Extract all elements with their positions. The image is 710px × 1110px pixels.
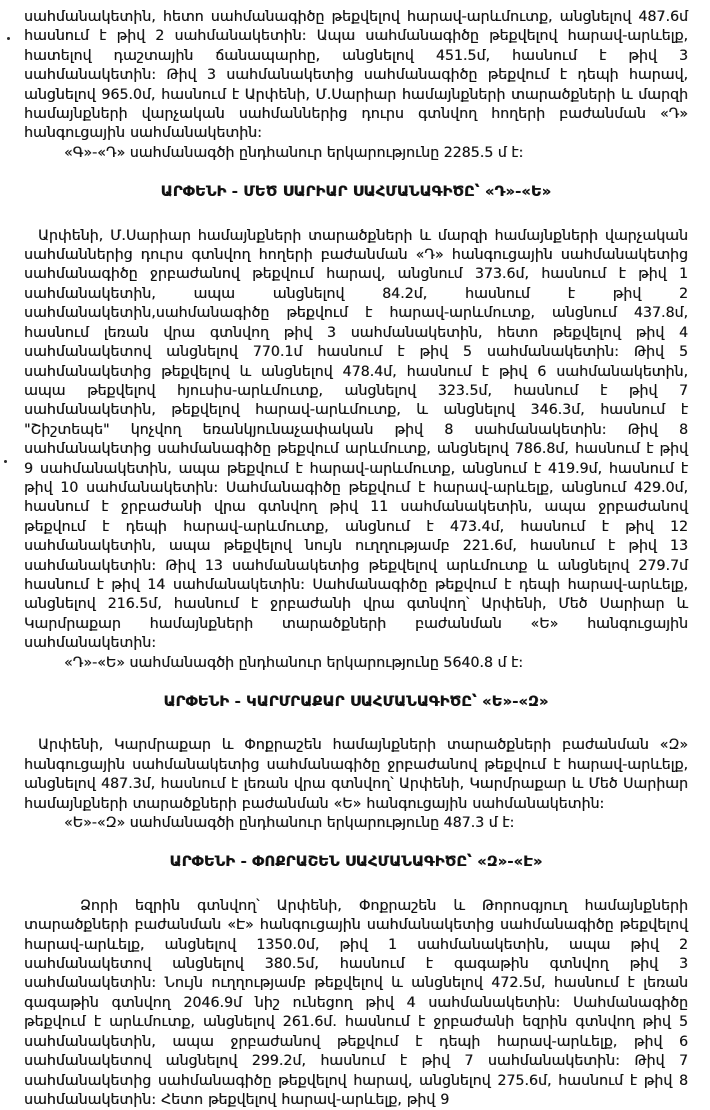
scan-speck [4,460,7,463]
total-length-line-g-d: «Գ»-«Դ» սահմանագծի ընդհանուր երկարությունը 2285.5 մ է: [64,144,524,161]
total-length-line-e-z: «Ե»-«Զ» սահմանագծի ընդհանուր երկարությունը 487.3 մ է: [64,815,515,832]
scan-speck [7,37,10,40]
paragraph-boundary-z-e: Ձորի եզրին գտնվող՝ Արփենի, Փոքրաշեն և Թորոսգյուղ համայնքների տարածքների բաժանման «Է» հանգուցային սահմանակետից սահմանագիծը թեքվելով հարավ-արևելք, անցնելով 1350.0մ, թիվ 1 սահմանակետին, ապա թիվ 2 սահմանակետով անցնելով 380.5մ, հասնում է գագաթին գտնվող թիվ 3 սահմանակետին: Նույն ուղղությամբ թեքվելով և անցնելով 472.5մ, հասնում է լեռան գագաթին գտնվող 2046.9մ նիշ ունեցող թիվ 4 սահմանակետին: Սահմանագիծը թեքվում է արևմուտք, անցնելով 261.6մ. հասնում է ջրբաժանի եզրին գտնվող թիվ 5 սահմանակետին, ապա ջրբաժանով թեքվում է դեպի հարավ-արևելք, թիվ 6 սահմանակետով անցնելով 299.2մ, հասնում է թիվ 7 սահմանակետին: Թիվ 7 սահմանակետից սահմանագիծը թեքվելով հարավ, անցնելով 275.6մ, հասնում է թիվ 8 սահմանակետին: Հետո թեքվելով հարավ-արևելք, թիվ 9 [24,897,688,1108]
paragraph-boundary-e-z: Արփենի, Կարմրաքար և Փոքրաշեն համայնքների տարածքների բաժանման «Զ» հանգուցային սահմանակետից սահմանագիծը ջրբաժանով թեքվում է հարավ-արևելք, անցնելով 487.3մ, հասնում է լեռան վրա գտնվող՝ Արփենի, Կարմրաքար և Մեծ Սարիար համայնքների տարածքների բաժանման «Ե» հանգուցային սահմանակետին: [24,737,688,812]
paragraph-continuation-g-d: սահմանակետին, հետո սահմանագիծը թեքվելով հարավ-արևմուտք, անցնելով 487.6մ հասնում է թիվ 2 սահմանակետին: Ապա սահմանագիծը թեքվելով հարավ-արևելք, հատելով դաշտային ճանապարհը, անցնելով 451.5մ, հասնում է թիվ 3 սահմանակետին: Թիվ 3 սահմանակետից սահմանագիծը թեքվում է դեպի հարավ, անցնելով 965.0մ, հասնում է Արփենի, Մ.Սարիար համայնքների տարածքների և մարզի համայնքների վարչական սահմաններից դուրս գտնվող հողերի բաժանման «Դ» հանգուցային սահմանակետին: [24,9,688,142]
section-heading-arpeni-pokrashen: ԱՐՓԵՆԻ - ՓՈՔՐԱՇԵՆ ՍԱՀՄԱՆԱԳԻԾԸ՝ «Զ»-«Է» [169,853,543,871]
section-heading-arpeni-karmrakar: ԱՐՓԵՆԻ - ԿԱՐՄՐԱՔԱՐ ՍԱՀՄԱՆԱԳԻԾԸ՝ «Ե»-«Զ» [163,693,549,710]
total-length-line-d-e: «Դ»-«Ե» սահմանագծի ընդհանուր երկարությունը 5640.8 մ է: [64,654,524,671]
paragraph-boundary-d-e: Արփենի, Մ.Սարիար համայնքների տարածքների և մարզի համայնքների վարչական սահմաններից դուրս գտնվող հողերի բաժանման «Դ» հանգուցային սահմանակետից սահմանագիծը ջրբաժանով թեքվում հարավ, անցնում 373.6մ, հասնում է թիվ 1 սահմանակետին, ապա անցնելով 84.2մ, հասնում է թիվ 2 սահմանակետին,սահմանագիծը թեքվում է հարավ-արևմուտք, անցնում 437.8մ, հասնում լեռան վրա գտնվող թիվ 3 սահմանակետին, հետո թեքվելով թիվ 4 սահմանակետով անցնելով 770.1մ հասնում է թիվ 5 սահմանակետին: Թիվ 5 սահմանակետից թեքվելով և անցնելով 478.4մ, հասնում է թիվ 6 սահմանակետին, ապա թեքվելով հյուսիս-արևմուտք, անցնելով 323.5մ, հասնում է թիվ 7 սահմանակետին, թեքվելով հարավ-արևմուտք, և անցնելով 346.3մ, հասնում է "Շիշտեպե" կոչվող եռանկյունաչափական թիվ 8 սահմանակետին: Թիվ 8 սահմանակետից սահմանագիծը թեքվում արևմուտք, անցնելով 786.8մ, հասնում է թիվ 9 սահմանակետին, ապա թեքվում է հարավ-արևմուտք, անցնում է 419.9մ, հասնում է թիվ 10 սահմանակետին: Սահմանագիծը թեքվում է հարավ-արևելք, անցնում 429.0մ, հասնում է ջրբաժանի վրա գտնվող թիվ 11 սահմանակետին, ապա ջրբաժանով թեքվում է դեպի հարավ-արևմուտք, անցնում է 473.4մ, հասնում է թիվ 12 սահմանակետին, ապա թեքվելով նույն ուղղությամբ 221.6մ, հասնում է թիվ 13 սահմանակետին: Թիվ 13 սահմանակետից թեքվելով արևմուտք և անցնելով 279.7մ հասնում է թիվ 14 սահմանակետին: Սահմանագիծը թեքվում է դեպի հարավ-արևելք, անցնելով 216.5մ, հասնում է ջրբաժանի վրա գտնվող՝ Արփենի, Մեծ Սարիար և Կարմրաքար համայնքների տարածքների բաժանման «Ե» հանգուցային սահմանակետին: [24,227,688,652]
section-heading-arpeni-mets-sariar: ԱՐՓԵՆԻ - ՄԵԾ ՍԱՐԻԱՐ ՍԱՀՄԱՆԱԳԻԾԸ՝ «Դ»-«Ե» [160,183,552,201]
